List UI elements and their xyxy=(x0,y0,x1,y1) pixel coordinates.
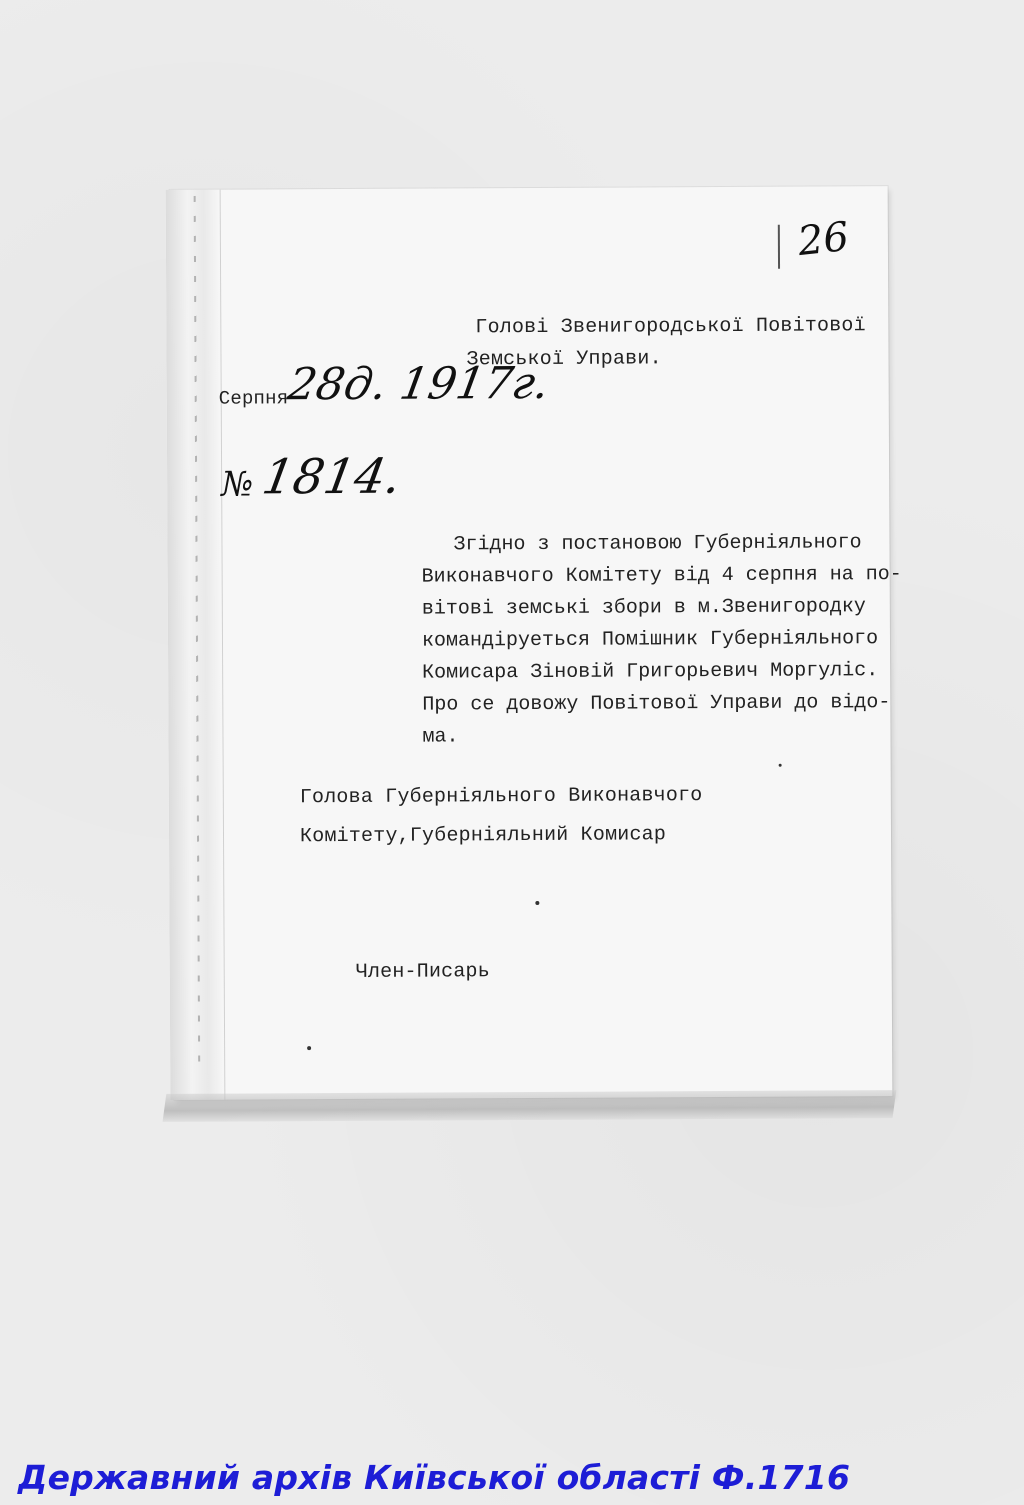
bottom-fold-shadow xyxy=(163,1090,897,1122)
body-line: Згідно з постановою Губерніяльного xyxy=(453,531,862,557)
signature-title-line-2: Комітету,Губерніяльний Комисар xyxy=(299,823,667,849)
archive-caption: Державний архів Київської області Ф.1716 xyxy=(18,1458,851,1497)
page-number-mark xyxy=(778,225,780,269)
binding-edge xyxy=(166,190,226,1100)
date-handwritten: 28д. 1917г. xyxy=(284,357,554,411)
ink-speck xyxy=(307,1046,311,1050)
ink-speck xyxy=(779,764,782,767)
body-line: Про се довожу Повітової Управи до відо- xyxy=(422,691,891,717)
signature-title-line-1: Голова Губерніяльного Виконавчого xyxy=(299,784,703,810)
body-line: ма. xyxy=(422,725,459,749)
ink-speck xyxy=(535,901,539,905)
body-line: Комисара Зіновій Григорьевич Моргуліс. xyxy=(422,659,879,685)
date-month-label: Серпня xyxy=(218,387,289,410)
page-number: 26 xyxy=(795,213,852,266)
reference-prefix: № xyxy=(221,464,254,505)
archival-document-sheet xyxy=(170,186,902,1100)
body-line: Виконавчого Комітету від 4 серпня на по- xyxy=(421,563,902,589)
body-line: командіруеться Помішник Губерніяльного xyxy=(421,627,879,653)
reference-number: 1814. xyxy=(258,448,406,506)
body-line: вітові земські збори в м.Звенигородку xyxy=(421,595,866,621)
addressee-line-2: Земської Управи. xyxy=(466,347,662,372)
addressee-line-1: Голові Звенигородської Повітової xyxy=(475,314,866,340)
clerk-title: Член-Писарь xyxy=(355,960,491,984)
